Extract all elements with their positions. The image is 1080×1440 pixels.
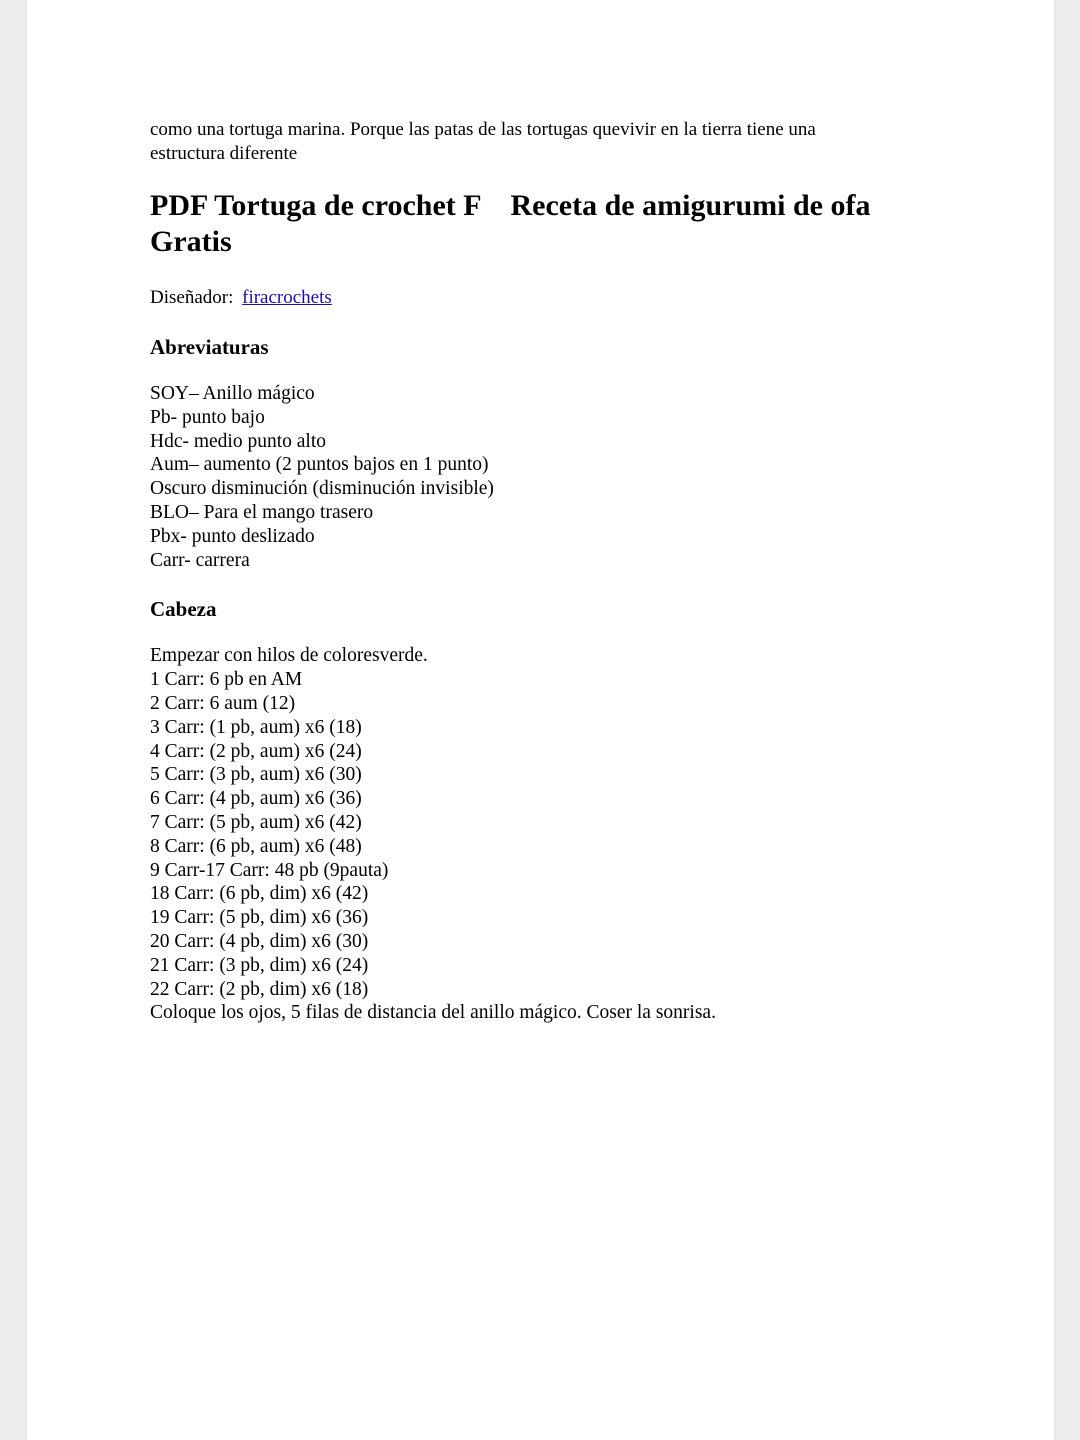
designer-credit [150,286,950,310]
document-content [150,118,950,1025]
title-line-2: Gratis [150,225,232,258]
head-section-heading: Cabeza [150,597,217,622]
instruction-line: 3 Carr: (1 pb, aum) x6 (18) [150,716,362,738]
instruction-line: 1 Carr: 6 pb en AM [150,669,303,691]
intro-line-1: como una tortuga marina. Porque las patas de las tortugas quevivir en la tierra tiene una [150,119,816,140]
abbreviation-item: Pbx- punto deslizado [150,525,315,547]
designer-label: Diseñador: [150,287,234,308]
instruction-line: 18 Carr: (6 pb, dim) x6 (42) [150,883,369,905]
instruction-line: 20 Carr: (4 pb, dim) x6 (30) [150,930,369,952]
abbreviation-item: Hdc- medio punto alto [150,430,327,452]
abbreviations-list [150,382,950,572]
designer-link[interactable]: firacrochets [242,287,332,308]
instruction-line: 19 Carr: (5 pb, dim) x6 (36) [150,907,369,929]
abbreviation-item: BLO– Para el mango trasero [150,501,374,523]
abbreviations-heading: Abreviaturas [150,335,269,359]
abbreviation-item: SOY– Anillo mágico [150,383,315,404]
instruction-line: 21 Carr: (3 pb, dim) x6 (24) [150,954,369,976]
instruction-line: 7 Carr: (5 pb, aum) x6 (42) [150,811,362,833]
instruction-line: 5 Carr: (3 pb, aum) x6 (30) [150,764,362,786]
intro-paragraph [150,118,950,166]
page-title [150,188,950,260]
title-line-1: PDF Tortuga de crochet F Receta de amigurumi de ofa [150,189,871,222]
instruction-line: 2 Carr: 6 aum (12) [150,692,296,714]
abbreviation-item: Pb- punto bajo [150,406,265,428]
abbreviation-item: Carr- carrera [150,549,250,571]
abbreviation-item: Oscuro disminución (disminución invisible) [150,478,494,500]
instruction-line: 8 Carr: (6 pb, aum) x6 (48) [150,835,362,857]
instruction-line: Empezar con hilos de coloresverde. [150,645,428,667]
document-page [26,0,1055,1440]
instruction-line: 4 Carr: (2 pb, aum) x6 (24) [150,740,362,762]
instruction-line: 6 Carr: (4 pb, aum) x6 (36) [150,788,362,810]
instruction-line: 22 Carr: (2 pb, dim) x6 (18) [150,978,369,1000]
instruction-line: Coloque los ojos, 5 filas de distancia del anillo mágico. Coser la sonrisa. [150,1002,716,1024]
head-instructions-list [150,644,950,1025]
abbreviation-item: Aum– aumento (2 puntos bajos en 1 punto) [150,454,489,476]
instruction-line: 9 Carr-17 Carr: 48 pb (9pauta) [150,859,389,881]
intro-line-2: estructura diferente [150,143,298,164]
